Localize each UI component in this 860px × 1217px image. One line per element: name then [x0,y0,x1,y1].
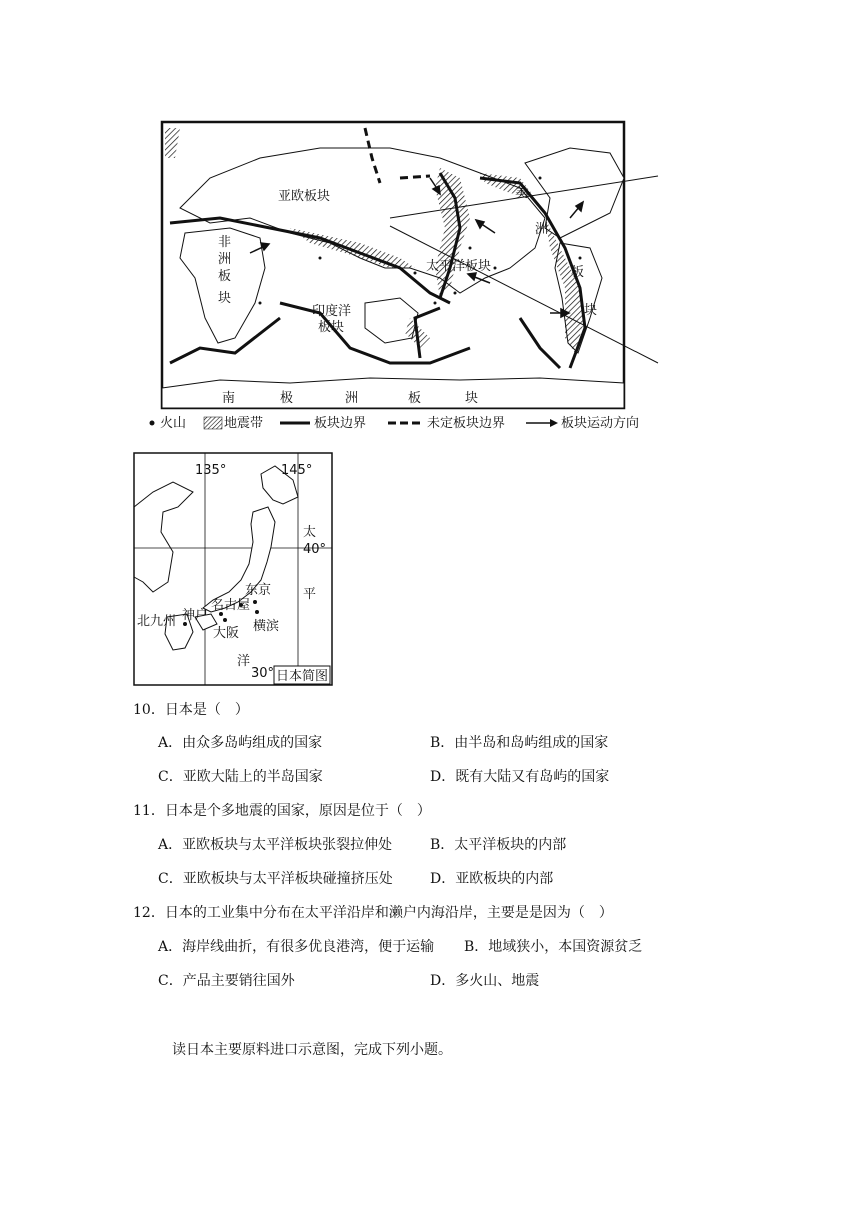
japan-map [133,452,345,690]
label-indian-plate-2: 板块 [318,320,345,335]
label-indian-plate-1: 印度洋 [312,304,352,319]
city-yokohama: 横滨 [253,619,280,634]
lon-145-label: 145° [281,463,313,478]
question-10-stem: 10．日本是（ ） [133,702,249,718]
volcano-icon [150,421,155,426]
label-antarctic-plate-4: 板 [408,391,422,406]
quake-belt-icon [204,417,222,429]
label-eurasian-plate: 亚欧板块 [278,189,331,204]
label-african-plate-3: 板 [218,269,232,284]
japan-map-frame [134,453,332,685]
japan-map-title: 日本简图 [276,669,329,684]
label-american-plate-1: 美 [515,186,529,201]
question-12-option-c[interactable]: C．产品主要销往国外 [158,973,295,989]
legend-direction: 板块运动方向 [561,416,640,431]
question-12-option-a[interactable]: A．海岸线曲折，有很多优良港湾，便于运输 [158,939,435,955]
map-legend [148,412,658,434]
question-11-option-a[interactable]: A．亚欧板块与太平洋板块张裂拉伸处 [158,837,393,853]
ocean-char-1: 太 [303,525,317,540]
ocean-char-2: 平 [303,587,317,602]
city-tokyo: 东京 [245,583,272,598]
label-african-plate-2: 洲 [218,252,232,267]
label-antarctic-plate-3: 洲 [345,391,359,406]
label-antarctic-plate-2: 极 [280,391,294,406]
question-12-option-d[interactable]: D．多火山、地震 [430,973,540,989]
reading-intro: 读日本主要原料进口示意图，完成下列小题。 [172,1042,452,1058]
city-kitakyushu: 北九州 [137,614,177,629]
lat-40-label: 40° [303,542,327,557]
question-10-option-c[interactable]: C．亚欧大陆上的半岛国家 [158,769,323,785]
question-11-stem: 11．日本是个多地震的国家，原因是位于（ ） [133,803,431,819]
label-african-plate-1: 非 [218,235,232,250]
question-10-option-a[interactable]: A．由众多岛屿组成的国家 [158,735,323,751]
legend-boundary: 板块边界 [314,416,367,431]
label-american-plate-3: 板 [571,265,585,280]
question-10-option-b[interactable]: B．由半岛和岛屿组成的国家 [430,735,609,751]
question-12-option-b[interactable]: B．地域狭小，本国资源贫乏 [464,939,643,955]
legend-graphics [148,412,658,434]
lat-30-label: 30° [251,666,275,681]
legend-undetermined: 未定板块边界 [427,416,506,431]
question-11-option-d[interactable]: D．亚欧板块的内部 [430,871,554,887]
world-plate-map [140,118,660,410]
ocean-char-3: 洋 [237,654,251,669]
question-11-option-b[interactable]: B．太平洋板块的内部 [430,837,567,853]
question-11-option-c[interactable]: C．亚欧板块与太平洋板块碰撞挤压处 [158,871,393,887]
lon-135-label: 135° [195,463,227,478]
label-american-plate-4: 块 [584,303,598,318]
legend-volcano: 火山 [160,416,187,431]
question-10-option-d[interactable]: D．既有大陆又有岛屿的国家 [430,769,610,785]
city-osaka: 大阪 [213,626,240,641]
label-antarctic-plate-5: 块 [465,391,479,406]
city-nagoya: 名古屋 [211,598,251,613]
label-pacific-plate: 太平洋板块 [426,259,492,274]
city-kobe: 神户 [182,608,209,623]
legend-quake: 地震带 [224,416,264,431]
label-antarctic-plate-1: 南 [222,391,236,406]
question-12-stem: 12．日本的工业集中分布在太平洋沿岸和濑户内海沿岸，主要是是因为（ ） [133,905,613,921]
label-african-plate-4: 块 [218,291,232,306]
label-american-plate-2: 洲 [535,222,549,237]
